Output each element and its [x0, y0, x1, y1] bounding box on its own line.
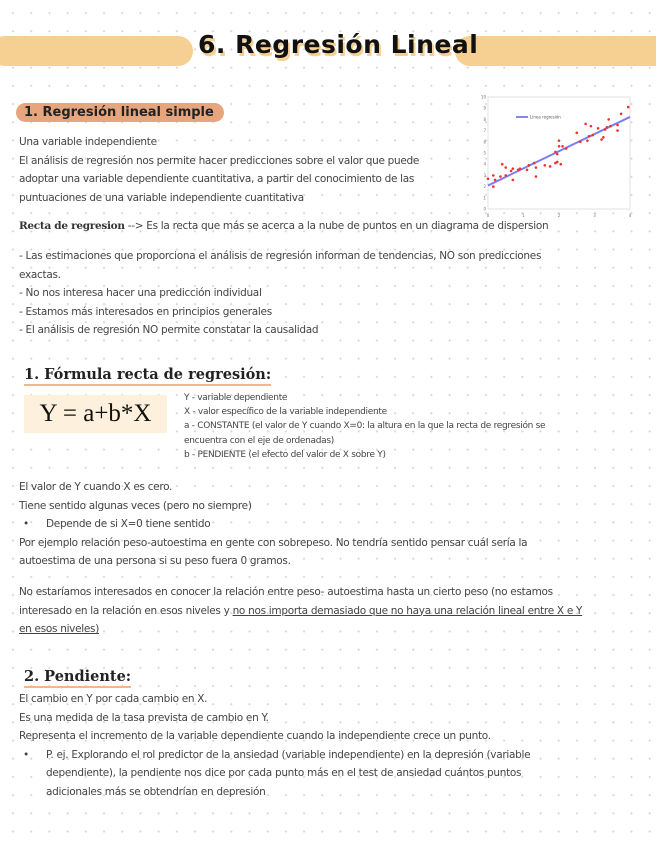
intro-line: El análisis de regresión nos permite hacer predicciones sobre el valor que puede: [19, 154, 420, 167]
data-point: [561, 145, 564, 148]
data-point: [616, 129, 619, 132]
y-tick-label: 3: [483, 172, 486, 178]
bullet-item: [19, 746, 530, 802]
underlined-text: en esos niveles): [19, 623, 100, 636]
interest-note: [19, 583, 644, 639]
legend-label: Línea regresión: [530, 114, 561, 120]
data-point: [607, 118, 610, 121]
data-point: [558, 145, 561, 148]
data-point: [627, 106, 630, 109]
data-point: [519, 167, 522, 170]
note-line: Representa el incremento de la variable dependiente cuando la independiente crece un punto.: [19, 730, 491, 743]
x-tick-label: 1: [522, 213, 525, 218]
data-point: [620, 113, 623, 116]
data-point: [565, 147, 568, 150]
note-text: interesado en la relación en esos niveles y: [19, 604, 233, 617]
y-tick-label: 0: [483, 206, 486, 212]
def-line: encuentra con el eje de ordenadas): [184, 435, 334, 446]
intro-text: [19, 133, 419, 207]
data-point: [549, 165, 552, 168]
note-line: Es una medida de la tasa prevista de cambio en Y.: [19, 711, 269, 724]
data-point: [602, 136, 605, 139]
data-point: [559, 163, 562, 166]
data-point: [499, 175, 502, 178]
formula-box: Y = a+b*X: [24, 395, 167, 433]
intro-line: adoptar una variable dependiente cuantitativa, a partir del conocimiento de las: [19, 173, 415, 186]
formula-definitions: [184, 391, 545, 462]
y-tick-label: 4: [483, 161, 486, 167]
data-point: [544, 164, 547, 167]
data-point: [526, 169, 529, 172]
def-line: Y - variable dependiente: [184, 393, 288, 403]
bullet-line: adicionales más se obtendrían en depresión: [46, 785, 266, 798]
x-tick-label: 2: [557, 213, 561, 218]
data-point: [504, 166, 507, 169]
y-tick-label: 10: [480, 94, 486, 100]
data-point: [616, 124, 619, 127]
section-heading-simple-regression: 1. Regresión lineal simple: [16, 103, 224, 122]
point-line: - Las estimaciones que proporciona el análisis de regresión informan de tendencias, NO son predicciones: [19, 250, 542, 262]
y-tick-label: 8: [483, 116, 486, 122]
x-tick-label: 4: [628, 213, 632, 218]
data-point: [556, 161, 559, 164]
def-line: b - PENDIENTE (el efecto del valor de X sobre Y): [184, 449, 386, 460]
data-point: [533, 162, 536, 165]
bullet-line: dependiente), la pendiente nos dice por cada punto más en el test de ansiedad cuántos puntos: [46, 767, 522, 780]
y-tick-label: 1: [483, 195, 486, 201]
y-tick-label: 6: [483, 139, 486, 145]
point-line: exactas.: [19, 268, 61, 281]
def-line: a - CONSTANTE (el valor de Y cuando X=0: la altura en la que la recta de regresión se: [184, 421, 546, 432]
intro-line: Una variable independiente: [19, 136, 157, 148]
x-tick-label: 3: [593, 213, 596, 218]
note-line: autoestima de una persona si su peso fuera 0 gramos.: [19, 555, 291, 568]
data-point: [510, 170, 513, 173]
data-point: [487, 177, 490, 180]
data-point: [575, 132, 578, 135]
note-line: No estaríamos interesados en conocer la relación entre peso- autoestima hasta un cierto peso (no estamos: [19, 586, 553, 598]
intro-line: puntuaciones de una variable independiente cuantitativa: [19, 191, 304, 204]
data-point: [579, 141, 582, 144]
recta-def: --> Es la recta que más se acerca a la nube de puntos en un diagrama de dispersion: [124, 220, 549, 232]
page-title: 6. Regresión Lineal: [198, 30, 479, 59]
recta-term: Recta de regresion: [19, 220, 125, 232]
data-point: [554, 151, 557, 154]
formula-heading: 1. Fórmula recta de regresión:: [24, 366, 271, 386]
point-line: - No nos interesa hacer una predicción individual: [19, 287, 262, 300]
data-point: [590, 125, 593, 128]
data-point: [501, 163, 504, 166]
regression-points: [19, 247, 541, 340]
slope-notes: [19, 690, 530, 802]
data-point: [535, 175, 538, 178]
data-point: [512, 179, 515, 182]
data-point: [504, 174, 507, 177]
data-point: [492, 185, 495, 188]
intercept-notes: [19, 478, 527, 571]
data-point: [600, 138, 603, 141]
note-line: El cambio en Y por cada cambio en X.: [19, 693, 208, 705]
underlined-text: no nos importa demasiado que no haya una relación lineal entre X e Y: [232, 604, 583, 617]
data-point: [528, 164, 531, 167]
bullet-line: • P. ej. Explorando el rol predictor de la ansiedad (variable independiente) en la depresión (variable: [46, 748, 531, 761]
scatter-chart: [478, 93, 636, 219]
data-point: [494, 179, 497, 182]
data-point: [535, 166, 538, 169]
y-tick-label: 2: [483, 184, 486, 190]
title-banner-right: [455, 36, 656, 66]
point-line: - El análisis de regresión NO permite constatar la causalidad: [19, 324, 319, 337]
data-point: [597, 127, 600, 130]
note-line: Por ejemplo relación peso-autoestima en gente con sobrepeso. No tendría sentido pensar cuál sería la: [19, 536, 528, 549]
x-tick-label: 0: [486, 213, 490, 218]
slope-heading: 2. Pendiente:: [24, 668, 131, 688]
bullet-item: • Depende de si X=0 tiene sentido: [19, 515, 527, 534]
recta-definition: [19, 217, 548, 236]
data-point: [584, 123, 587, 126]
data-point: [588, 135, 591, 138]
data-point: [558, 139, 561, 142]
y-tick-label: 9: [483, 105, 486, 111]
data-point: [586, 139, 589, 142]
data-point: [604, 128, 607, 131]
data-point: [512, 167, 515, 170]
note-line: El valor de Y cuando X es cero.: [19, 481, 173, 493]
data-point: [556, 153, 559, 156]
data-point: [492, 174, 495, 177]
note-line: Tiene sentido algunas veces (pero no siempre): [19, 499, 252, 512]
data-point: [606, 126, 609, 129]
def-line: X - valor específico de la variable independiente: [184, 407, 387, 418]
point-line: - Estamos más interesados en principios generales: [19, 305, 272, 318]
data-point: [591, 134, 594, 137]
data-point: [609, 125, 612, 128]
y-tick-label: 5: [483, 150, 486, 156]
y-tick-label: 7: [483, 128, 486, 134]
title-banner-left: [0, 36, 193, 66]
